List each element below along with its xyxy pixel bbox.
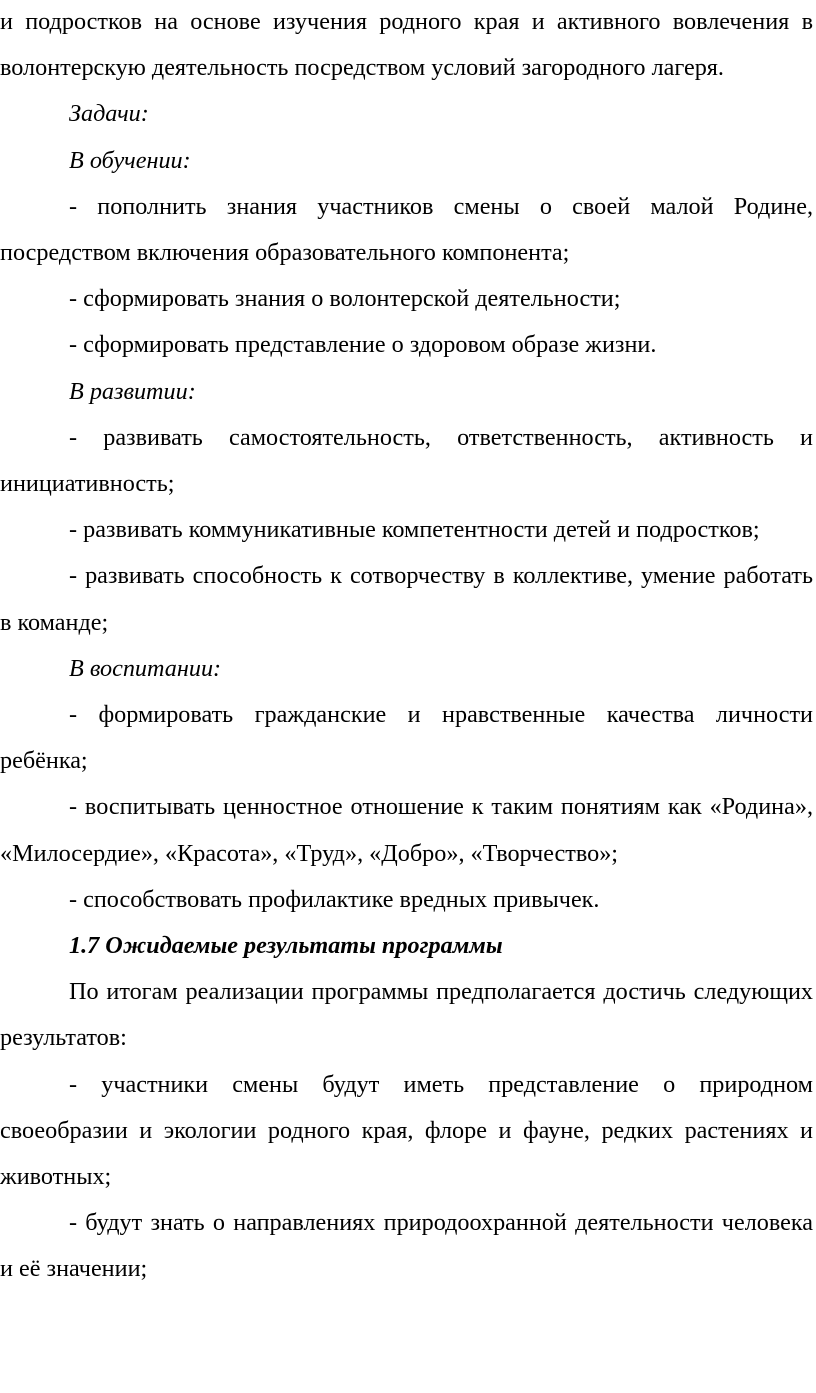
list-item: - развивать коммуникативные компетентности детей и подростков;	[69, 516, 760, 544]
list-item: - способствовать профилактике вредных привычек.	[69, 885, 600, 913]
education-label: В обучении:	[69, 146, 191, 174]
body-paragraph: По итогам реализации программы предполагается достичь следующих результатов:	[0, 978, 813, 1052]
intro-continuation-paragraph: и подростков на основе изучения родного края и активного вовлечения в волонтерскую деятельность посредством условий загородного лагеря.	[0, 8, 813, 82]
list-item: - развивать способность к сотворчеству в коллективе, умение работать в команде;	[0, 562, 813, 636]
list-item: - развивать самостоятельность, ответственность, активность и инициативность;	[0, 423, 813, 498]
list-item: - воспитывать ценностное отношение к таким понятиям как «Родина», «Милосердие», «Красота», «Труд», «Добро», «Творчество»;	[0, 793, 813, 867]
list-item: - сформировать представление о здоровом образе жизни.	[69, 331, 657, 359]
list-item: - сформировать знания о волонтерской деятельности;	[69, 285, 621, 313]
list-item: - будут знать о направлениях природоохранной деятельности человека и её значении;	[0, 1209, 813, 1283]
list-item: - формировать гражданские и нравственные качества личности ребёнка;	[0, 701, 813, 775]
list-item: - участники смены будут иметь представление о природном своеобразии и экологии родного края, флоре и фауне, редких растениях и животных;	[0, 1070, 813, 1191]
list-item: - пополнить знания участников смены о своей малой Родине, посредством включения образовательного компонента;	[0, 192, 813, 267]
upbringing-label: В воспитании:	[69, 654, 222, 682]
development-label: В развитии:	[69, 377, 196, 405]
tasks-label: Задачи:	[69, 100, 149, 128]
section-heading: 1.7 Ожидаемые результаты программы	[69, 932, 503, 960]
